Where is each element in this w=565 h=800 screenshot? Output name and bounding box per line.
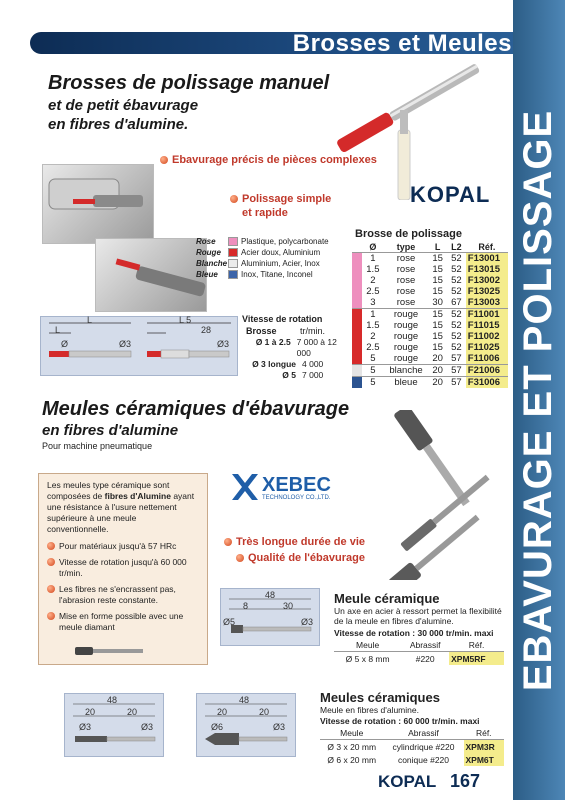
table-cell: #220 <box>415 653 435 664</box>
feature-simple-polishing-2: et rapide <box>242 207 288 219</box>
legend-desc: Inox, Titane, Inconel <box>241 270 313 279</box>
kopal-logo: KOPAL <box>410 182 491 207</box>
table-row <box>352 286 508 297</box>
table-cell: 5 <box>370 365 376 376</box>
legend-name: Bleue <box>196 270 218 279</box>
table-cell: 15 <box>432 264 443 275</box>
legend-name: Rose <box>196 237 216 246</box>
speed-table <box>240 337 348 381</box>
ref-cell: F21006 <box>466 365 508 377</box>
speed-size: Ø 1 à 2.5 <box>255 337 291 347</box>
table-col-header: Meule <box>320 727 383 740</box>
dim-20: 20 <box>85 707 96 717</box>
table-cell: 52 <box>451 320 462 331</box>
feature-long-life: Très longue durée de vie <box>224 536 365 548</box>
brush-table-col-header: type <box>396 242 416 252</box>
dim-d3: Ø3 <box>301 617 314 627</box>
speed-rpm: 7 000 à 12 000 <box>296 337 337 358</box>
group-color-swatch <box>352 297 362 309</box>
tool-photo-icon <box>96 239 206 311</box>
ref-cell: F11025 <box>466 342 508 353</box>
dim-28: 28 <box>201 325 212 335</box>
brush-table-header <box>352 242 508 253</box>
bullet-icon <box>47 612 55 620</box>
dim-L2: L <box>55 325 61 335</box>
table-row <box>352 264 508 275</box>
ref-cell: F13015 <box>466 264 508 275</box>
table-row <box>334 652 504 666</box>
group-color-swatch <box>352 286 362 297</box>
table-cell: 52 <box>451 331 462 342</box>
table-cell: blanche <box>389 365 423 376</box>
table-cell: rouge <box>393 342 419 353</box>
table-cell: 15 <box>432 275 443 286</box>
table-row <box>320 753 504 766</box>
table-cell: 2.5 <box>366 286 380 297</box>
dim-20b: 20 <box>259 707 270 717</box>
meule1-desc: Un axe en acier à ressort permet la flexibilité de la meule en fibres d'alumine. <box>334 606 502 626</box>
legend-desc: Plastique, polycarbonate <box>241 237 329 246</box>
speed-row <box>240 359 348 370</box>
table-cell: conique #220 <box>397 754 449 765</box>
dim-20b: 20 <box>127 707 138 717</box>
dim-30: 30 <box>283 601 294 611</box>
table-cell: 20 <box>432 353 443 364</box>
speed-title: Vitesse de rotation <box>242 314 323 324</box>
table-cell: 30 <box>432 297 443 308</box>
page-title: Brosses et Meules <box>292 30 512 57</box>
brush-table-col-header: Ø <box>369 242 377 252</box>
table-cell: 1 <box>370 253 376 264</box>
dim-L5: L 5 <box>179 315 192 325</box>
section1-title: Brosses de polissage manuel <box>48 72 330 94</box>
info-box <box>38 473 208 665</box>
table-cell: 1.5 <box>366 264 380 275</box>
meule2-table <box>320 727 504 766</box>
bullet-icon <box>47 585 55 593</box>
table-cell: 3 <box>370 297 376 308</box>
dim-d3b: Ø3 <box>217 339 230 349</box>
table-cell: rose <box>396 286 416 297</box>
speed-col1: Brosse <box>246 326 277 336</box>
table-col-header: Abrassif <box>383 727 463 740</box>
ref-cell: F13003 <box>466 297 508 309</box>
dim-d3: Ø3 <box>79 722 92 732</box>
legend-row <box>196 247 329 258</box>
table-cell: 15 <box>432 320 443 331</box>
dim-d3: Ø3 <box>119 339 132 349</box>
group-color-swatch <box>352 342 362 353</box>
legend-swatch <box>228 248 238 257</box>
section2-machine: Pour machine pneumatique <box>42 441 153 451</box>
group-color-swatch <box>352 275 362 286</box>
table-cell: 52 <box>451 264 462 275</box>
table-cell: 57 <box>451 377 462 388</box>
table-row <box>352 353 508 365</box>
table-col-header: Abrassif <box>401 639 449 652</box>
table-cell: 15 <box>432 309 443 320</box>
photo-deburring <box>42 164 154 244</box>
group-color-swatch <box>352 320 362 331</box>
info-text: Les meules type céramique sont composées de fibres d'Alumine ayant une résistance à l'usure nettement supérieure à une meule conventionnelle. <box>47 480 195 534</box>
photo-polishing <box>95 238 207 312</box>
table-row <box>320 740 504 754</box>
table-cell: 1 <box>370 309 376 320</box>
bullet-icon <box>47 558 55 566</box>
table-cell: 52 <box>451 253 462 264</box>
xebec-mark-icon <box>232 474 258 500</box>
table-row <box>352 275 508 286</box>
table-row <box>352 377 508 389</box>
table-cell: 57 <box>451 365 462 376</box>
table-cell: 5 <box>370 353 376 364</box>
dim-d1: Ø <box>61 339 69 349</box>
table-header-row <box>334 639 504 652</box>
section2-subtitle: en fibres d'alumine <box>42 422 179 439</box>
bullet-icon <box>47 542 55 550</box>
brush-legend <box>196 236 329 280</box>
ref-cell: XPM5RF <box>449 652 504 666</box>
meule1-table <box>334 639 504 665</box>
dim-48: 48 <box>239 695 250 705</box>
section1-subtitle2: en fibres d'alumine. <box>48 116 189 133</box>
dim-20: 20 <box>217 707 228 717</box>
footer-brand: KOPAL <box>378 772 437 791</box>
group-color-swatch <box>352 309 362 321</box>
table-cell: bleue <box>394 377 418 388</box>
diamond-wheel-icon <box>75 644 145 658</box>
table-col-header: Réf. <box>449 639 504 652</box>
legend-desc: Aluminium, Acier, Inox <box>241 259 320 268</box>
table-row <box>352 365 508 377</box>
dim-48: 48 <box>107 695 118 705</box>
table-cell: 20 <box>432 365 443 376</box>
table-header-row <box>320 727 504 740</box>
group-color-swatch <box>352 331 362 342</box>
table-cell: rouge <box>393 353 419 364</box>
ref-cell: F11001 <box>466 309 508 321</box>
meule2-desc: Meule en fibres d'alumine. <box>320 705 419 715</box>
brush-table-col-header: Réf. <box>478 242 496 252</box>
table-row <box>352 342 508 353</box>
table-cell: rouge <box>393 331 419 342</box>
legend-swatch <box>228 237 238 246</box>
meule2-speed: Vitesse de rotation : 60 000 tr/min. maxi <box>320 716 480 726</box>
table-cell: rouge <box>393 320 419 331</box>
speed-size: Ø 5 <box>282 370 296 380</box>
table-cell: rose <box>396 253 416 264</box>
legend-name: Blanche <box>196 259 228 268</box>
section2-title: Meules céramiques d'ébavurage <box>42 398 350 420</box>
table-col-header: Meule <box>334 639 401 652</box>
bullet-icon <box>160 156 168 164</box>
info-bullet: Les fibres ne s'encrassent pas, l'abrasion reste constante. <box>47 584 199 606</box>
feature-precise-deburring: Ebavurage précis de pièces complexes <box>160 154 377 166</box>
table-cell: 52 <box>451 342 462 353</box>
grinding-tools-image <box>370 410 510 580</box>
table-row <box>352 320 508 331</box>
feature-simple-polishing: Polissage simple <box>230 193 331 205</box>
table-row <box>352 297 508 309</box>
ref-cell: F11002 <box>466 331 508 342</box>
meule2b-dimension-diagram <box>196 693 296 757</box>
table-cell: 57 <box>451 353 462 364</box>
table-cell: 1.5 <box>366 320 380 331</box>
table-cell: 2.5 <box>366 342 380 353</box>
table-cell: 2 <box>370 275 376 286</box>
table-cell: 52 <box>451 286 462 297</box>
dim-8: 8 <box>243 601 249 611</box>
brush-table-title: Brosse de polissage <box>355 228 462 240</box>
speed-col2: tr/min. <box>300 326 326 336</box>
speed-size: Ø 3 longue <box>252 359 296 369</box>
meule1-dimension-diagram <box>220 588 320 646</box>
meule2a-dimension-diagram <box>64 693 164 757</box>
bullet-icon <box>224 538 232 546</box>
table-cell: 5 <box>370 377 376 388</box>
feature-deburring-quality: Qualité de l'ébavurage <box>236 552 365 564</box>
brush-products-image <box>300 60 510 200</box>
dim-48: 48 <box>265 590 276 600</box>
speed-rpm: 4 000 <box>302 359 324 369</box>
table-row <box>352 253 508 265</box>
table-cell: 52 <box>451 275 462 286</box>
meule1-title: Meule céramique <box>334 591 440 606</box>
brush-table <box>352 242 508 388</box>
group-color-swatch <box>352 365 362 377</box>
sidebar-band <box>513 0 565 800</box>
dim-d3: Ø3 <box>273 722 286 732</box>
table-cell: 20 <box>432 377 443 388</box>
speed-rpm: 7 000 <box>302 370 324 380</box>
legend-swatch <box>228 259 238 268</box>
table-cell: cylindrique #220 <box>392 741 455 752</box>
brush-dimension-diagram <box>40 316 238 376</box>
dim-d6: Ø6 <box>211 722 224 732</box>
table-cell: Ø 5 x 8 mm <box>345 653 390 664</box>
info-bullet: Mise en forme possible avec une meule diamant <box>47 611 199 633</box>
ref-cell: F31006 <box>466 377 508 389</box>
info-bullet: Vitesse de rotation jusqu'à 60 000 tr/min. <box>47 557 199 579</box>
table-cell: Ø 6 x 20 mm <box>327 754 377 765</box>
speed-row <box>240 337 348 359</box>
page-number: 167 <box>450 771 481 791</box>
info-bullet: Pour matériaux jusqu'à 57 HRc <box>47 541 199 552</box>
table-row <box>352 331 508 342</box>
table-cell: rose <box>396 275 416 286</box>
brush-table-col-header: L <box>434 242 441 252</box>
dim-L: L <box>87 315 93 325</box>
ref-cell: F11015 <box>466 320 508 331</box>
table-cell: 15 <box>432 342 443 353</box>
legend-name: Rouge <box>196 248 221 257</box>
table-cell: 2 <box>370 331 376 342</box>
ref-cell: XPM6T <box>464 753 504 766</box>
legend-row <box>196 269 329 280</box>
legend-row <box>196 236 329 247</box>
ref-cell: F13001 <box>466 253 508 265</box>
table-cell: rose <box>396 264 416 275</box>
bullet-icon <box>236 554 244 562</box>
ref-cell: F11006 <box>466 353 508 365</box>
ref-cell: F13002 <box>466 275 508 286</box>
group-color-swatch <box>352 264 362 275</box>
group-color-swatch <box>352 253 362 265</box>
table-cell: Ø 3 x 20 mm <box>327 741 377 752</box>
table-cell: 15 <box>432 331 443 342</box>
ref-cell: F13025 <box>466 286 508 297</box>
ref-cell: XPM3R <box>464 740 504 754</box>
table-cell: 67 <box>451 297 462 308</box>
meule1-speed: Vitesse de rotation : 30 000 tr/min. maxi <box>334 628 494 638</box>
table-col-header: Réf. <box>464 727 504 740</box>
bullet-icon <box>230 195 238 203</box>
speed-row <box>240 370 348 381</box>
table-cell: rose <box>396 297 416 308</box>
dim-d5: Ø5 <box>223 617 236 627</box>
group-color-swatch <box>352 377 362 389</box>
legend-swatch <box>228 270 238 279</box>
tool-photo-icon <box>43 165 153 243</box>
table-row <box>352 309 508 321</box>
meule2-title: Meules céramiques <box>320 690 440 705</box>
group-color-swatch <box>352 353 362 365</box>
table-cell: 52 <box>451 309 462 320</box>
brush-table-col-header: L2 <box>451 242 462 252</box>
legend-row <box>196 258 329 269</box>
sidebar-title: EBAVURAGE ET POLISSAGE <box>516 109 561 691</box>
table-cell: 15 <box>432 253 443 264</box>
table-cell: rouge <box>393 309 419 320</box>
legend-desc: Acier doux, Aluminium <box>241 248 321 257</box>
table-cell: 15 <box>432 286 443 297</box>
section1-subtitle1: et de petit ébavurage <box>48 97 199 114</box>
dim-d3b: Ø3 <box>141 722 154 732</box>
